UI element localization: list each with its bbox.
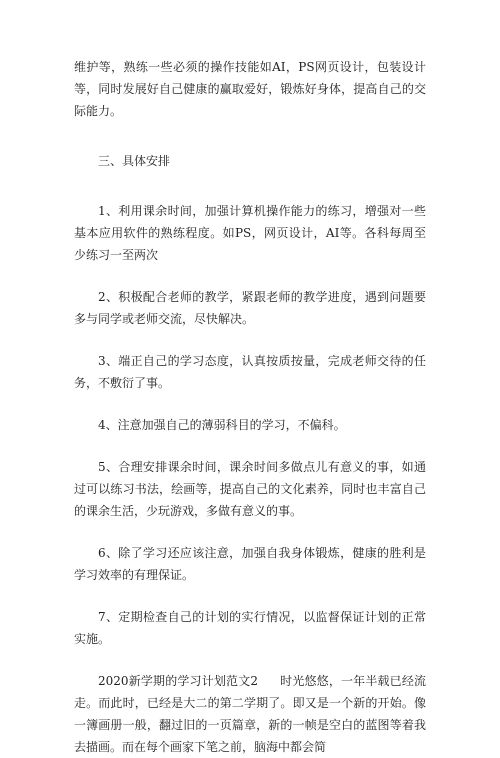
section-heading: 三、具体安排 (98, 154, 171, 168)
list-item: 1、利用课余时间，加强计算机操作能力的练习，增强对一些基本应用软件的熟练程度。如PS，网页设计，AI等。各科每周至少练习一至两次 (74, 204, 426, 262)
list-item: 7、定期检查自己的计划的实行情况，以监督保证计划的正常实施。 (74, 610, 426, 646)
intro-paragraph: 维护等，熟练一些必须的操作技能如AI，PS网页设计，包装设计等，同时发展好自己健康的赢取爱好，锻炼好身体，提高自己的交际能力。 (74, 60, 426, 118)
list-item: 2、积极配合老师的教学，紧跟老师的教学进度，遇到问题要多与同学或老师交流，尽快解决。 (74, 290, 426, 326)
sample-body: 时光悠悠，一年半载已经流走。而此时，已经是大二的第二学期了。即又是一个新的开始。像一簿画册一般，翻过旧的一页篇章，新的一帧是空白的蓝图等着我去描画。而在每个画家下笔之前，脑海中都会简 (74, 674, 426, 754)
list-item: 5、合理安排课余时间，课余时间多做点儿有意义的事，如通过可以练习书法，绘画等，提高自己的文化素养，同时也丰富自己的课余生活，少玩游戏，多做有意义的事。 (74, 460, 426, 518)
list-item: 4、注意加强自己的薄弱科目的学习，不偏科。 (98, 418, 346, 432)
list-item: 6、除了学习还应该注意，加强自我身体锻炼，健康的胜利是学习效率的有理保证。 (74, 546, 426, 582)
list-item: 3、端正自己的学习态度，认真按质按量，完成老师交待的任务，不敷衍了事。 (74, 354, 426, 390)
sample-paragraph (74, 670, 426, 758)
sample-title: 2020新学期的学习计划范文2 (98, 674, 258, 688)
